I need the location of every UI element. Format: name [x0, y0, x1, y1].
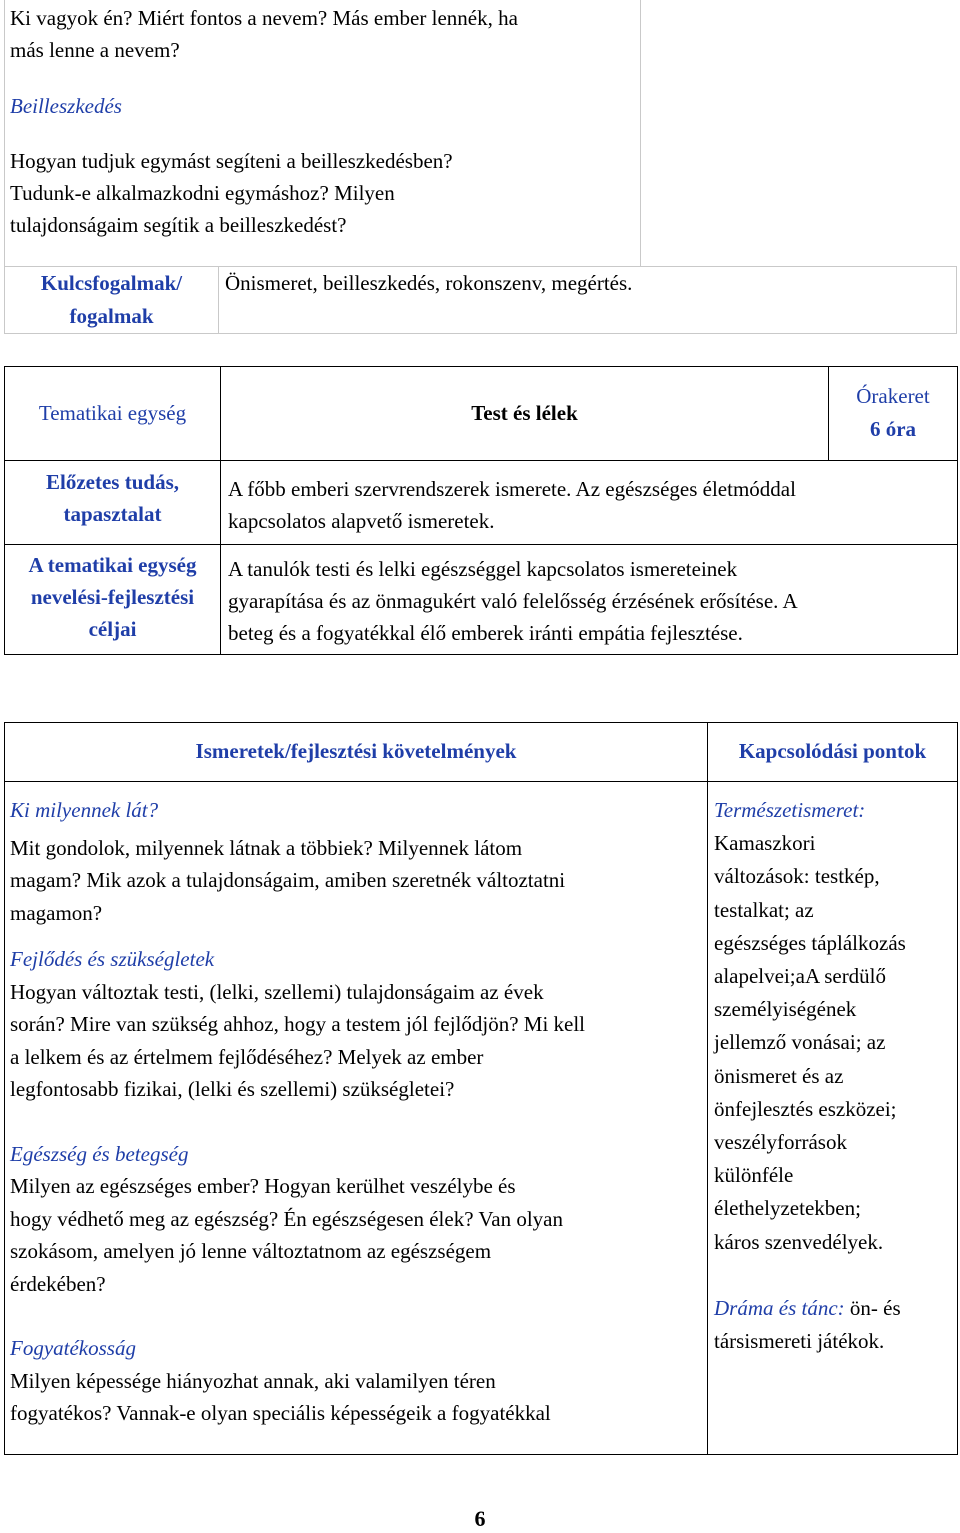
connection-drama-text: ön- és	[844, 1295, 901, 1320]
goals-value-1: A tanulók testi és lelki egészséggel kapcsolatos ismereteinek	[228, 557, 738, 581]
connection-line-6: személyiségének	[714, 997, 857, 1022]
connection-line-10: veszélyforrások	[714, 1130, 847, 1155]
section-4-line-2: fogyatékos? Vannak-e olyan speciális képességeik a fogyatékkal	[10, 1401, 551, 1425]
goals-value-3: beteg és a fogyatékkal élő emberek iránti empátia fejlesztése.	[228, 621, 743, 645]
prior-label-1: Előzetes tudás,	[46, 470, 179, 494]
connection-drama	[714, 1292, 954, 1325]
beilleszkedes-title: Beilleszkedés	[10, 94, 122, 118]
connections-header: Kapcsolódási pontok	[738, 739, 927, 763]
connection-line-4: egészséges táplálkozás	[714, 930, 906, 955]
connection-line-9: önfejlesztés eszközei;	[714, 1096, 897, 1121]
beilleszkedes-line-2: Tudunk-e alkalmazkodni egymáshoz? Milyen	[10, 181, 395, 205]
section-3-line-4: érdekében?	[10, 1271, 106, 1296]
goals-label-2: nevelési-fejlesztési	[30, 585, 195, 609]
connection-line-5: alapelvei;aA serdülő	[714, 964, 887, 989]
connection-drama-text-2: társismereti játékok.	[714, 1329, 885, 1354]
key-concepts-value: Önismeret, beilleszkedés, rokonszenv, megértés.	[225, 271, 633, 295]
requirements-header: Ismeretek/fejlesztési követelmények	[195, 739, 517, 763]
prior-value-2: kapcsolatos alapvető ismeretek.	[228, 509, 495, 533]
section-2-line-1: Hogyan változtak testi, (lelki, szellemi) tulajdonságaim az évek	[10, 979, 544, 1004]
prior-label-2: tapasztalat	[63, 502, 162, 526]
intro-line-2: más lenne a nevem?	[10, 38, 180, 62]
section-3-line-3: szokásom, amelyen jó lenne változtatnom az egészségem	[10, 1239, 492, 1263]
hours-label: Órakeret	[856, 384, 930, 408]
connection-line-2: változások: testkép,	[714, 864, 880, 889]
key-concepts-label-2: fogalmak	[69, 304, 154, 328]
section-4-line-1: Milyen képessége hiányozhat annak, aki valamilyen téren	[10, 1368, 496, 1393]
prior-value-1: A főbb emberi szervrendszerek ismerete. Az egészséges életmóddal	[228, 477, 796, 501]
beilleszkedes-line-3: tulajdonságaim segítik a beilleszkedést?	[10, 213, 347, 237]
connection-line-12: élethelyzetekben;	[714, 1196, 861, 1221]
connection-line-8: önismeret és az	[714, 1063, 844, 1088]
section-2-line-4: legfontosabb fizikai, (lelki és szellemi) szükségletei?	[10, 1077, 455, 1101]
goals-label-1: A tematikai egység	[28, 553, 197, 577]
intro-line-1: Ki vagyok én? Miért fontos a nevem? Más ember lennék, ha	[10, 6, 518, 30]
goals-value-2: gyarapítása és az önmagukért való felelősség érzésének erősítése. A	[228, 589, 798, 613]
section-title-self-image: Ki milyennek lát?	[10, 798, 159, 822]
key-concepts-label-1: Kulcsfogalmak/	[40, 271, 183, 295]
section-1-line-3: magamon?	[10, 900, 103, 925]
connection-line-3: testalkat; az	[714, 897, 814, 922]
section-3-line-2: hogy védhető meg az egészség? Én egészségesen élek? Van olyan	[10, 1206, 563, 1231]
tematikai-label: Tematikai egység	[38, 401, 187, 425]
section-1-line-2: magam? Mik azok a tulajdonságaim, amiben szeretnék változtatni	[10, 868, 566, 892]
connection-line-13: káros szenvedélyek.	[714, 1229, 884, 1254]
section-2-line-3: a lelkem és az értelmem fejlődéséhez? Melyek az ember	[10, 1044, 484, 1069]
connection-line-7: jellemző vonásai; az	[714, 1030, 886, 1055]
beilleszkedes-line-1: Hogyan tudjuk egymást segíteni a beilleszkedésben?	[10, 149, 453, 173]
section-title-health: Egészség és betegség	[10, 1141, 189, 1166]
goals-label-3: céljai	[88, 617, 137, 641]
page-number: 6	[474, 1506, 486, 1531]
connection-line-11: különféle	[714, 1163, 794, 1188]
section-title-development: Fejlődés és szükségletek	[10, 947, 215, 971]
section-title-disability: Fogyatékosság	[10, 1336, 136, 1360]
connection-title-science: Természetismeret:	[714, 798, 866, 822]
section-2-line-2: során? Mire van szükség ahhoz, hogy a testem jól fejlődjön? Mi kell	[10, 1012, 586, 1036]
section-3-line-1: Milyen az egészséges ember? Hogyan kerülhet veszélybe és	[10, 1174, 516, 1198]
connection-line-1: Kamaszkori	[714, 831, 816, 856]
hours-value: 6 óra	[869, 417, 917, 441]
connection-title-drama: Dráma és tánc:	[714, 1295, 845, 1320]
unit-title: Test és lélek	[471, 401, 578, 425]
section-1-line-1: Mit gondolok, milyennek látnak a többiek? Milyennek látom	[10, 835, 523, 860]
